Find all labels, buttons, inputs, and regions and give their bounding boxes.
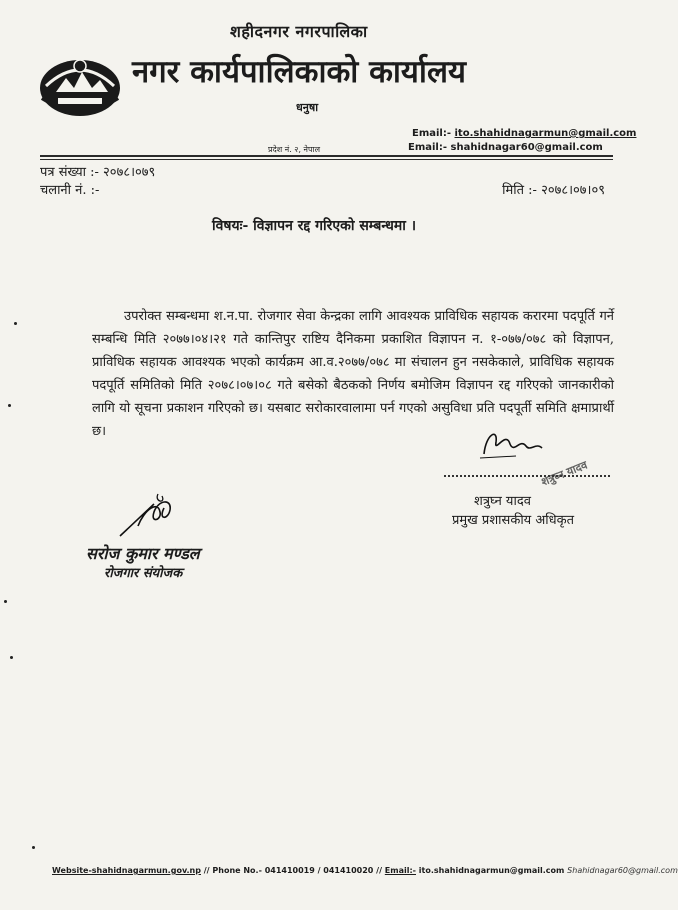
header-divider-thin (40, 159, 613, 160)
patra-sankhya (40, 162, 155, 180)
signature-line (444, 475, 610, 477)
footer-separator: // (200, 866, 213, 875)
scan-speck (32, 846, 35, 849)
left-signatory-title: रोजगार संयोजक (104, 566, 183, 581)
email-1-value: ito.shahidnagarmun@gmail.com (454, 128, 637, 139)
signature-left-icon (114, 490, 190, 544)
scan-speck (4, 600, 7, 603)
letter-date (502, 180, 605, 198)
email-2-value: shahidnagar60@gmail.com (450, 142, 603, 153)
chalani-number (40, 180, 99, 198)
miti-label: मिति :- (502, 183, 537, 198)
footer-contact (52, 866, 678, 875)
email-label: Email:- (408, 142, 448, 153)
footer-phone: Phone No.- 041410019 / 041410020 (212, 866, 374, 875)
scan-speck (8, 404, 11, 407)
official-stamp: शत्रुघ्न यादव (539, 458, 590, 489)
nepal-emblem-icon (36, 48, 124, 120)
office-title: नगर कार्यपालिकाको कार्यालय (132, 54, 466, 90)
municipality-name: शहीदनगर नगरपालिका (230, 22, 368, 41)
signature-right-icon (476, 424, 546, 464)
right-signatory-name: शत्रुघ्न यादव (474, 494, 531, 509)
miti-value: २०७८।०७।०९ (541, 183, 605, 198)
patra-value: २०७८।०७९ (103, 165, 156, 180)
patra-label: पत्र संख्या :- (40, 165, 99, 180)
footer-email-2: Shahidnagar60@gmail.com (567, 866, 678, 875)
footer-email-1: ito.shahidnagarmun@gmail.com (418, 866, 565, 875)
footer-website: Website-shahidnagarmun.gov.np (52, 866, 201, 875)
footer-email-label: Email:- (384, 866, 416, 875)
header-divider (40, 155, 613, 157)
email-line-2 (408, 142, 603, 153)
email-label: Email:- (412, 128, 452, 139)
body-paragraph: उपरोक्त सम्बन्धमा श.न.पा. रोजगार सेवा केन्द्रका लागि आवश्यक प्राविधिक सहायक करारमा पदपूर्ति गर्ने सम्बन्धि मिति २०७७।०४।२१ गते कान्तिपुर राष्टिय दैनिकमा प्रकाशित विज्ञापन न. १-०७७/०७८ को विज्ञापन, प्राविधिक सहायक आवश्यक भएको कार्यक्रम आ.व.२०७७/०७८ मा संचालन हुन नसकेकाले, प्राविधिक सहायक पदपूर्ति समितिको मिति २०७८।०७।०८ गते बसेको बैठकको निर्णय बमोजिम विज्ञापन रद्द गरिएको जानकारीको लागि यो सूचना प्रकाशन गरिएको छ। यसबाट सरोकारवालामा पर्न गएको असुविधा प्रति पदपूर्ती समिति क्षमाप्रार्थी छ। (92, 309, 614, 439)
right-signatory-title: प्रमुख प्रशासकीय अधिकृत (452, 513, 575, 528)
left-signatory-name: सरोज कुमार मण्डल (86, 544, 200, 563)
chalani-label: चलानी नं. :- (40, 183, 100, 198)
office-province: प्रदेश नं. २, नेपाल (268, 145, 321, 154)
email-line-1 (412, 128, 636, 139)
letter-body (92, 305, 614, 443)
footer-separator: // (373, 866, 385, 875)
scan-speck (10, 656, 13, 659)
letter-subject: विषयः- विज्ञापन रद्द गरिएको सम्बन्धमा । (212, 218, 417, 234)
scan-speck (14, 322, 17, 325)
office-address: धनुषा (296, 101, 319, 114)
